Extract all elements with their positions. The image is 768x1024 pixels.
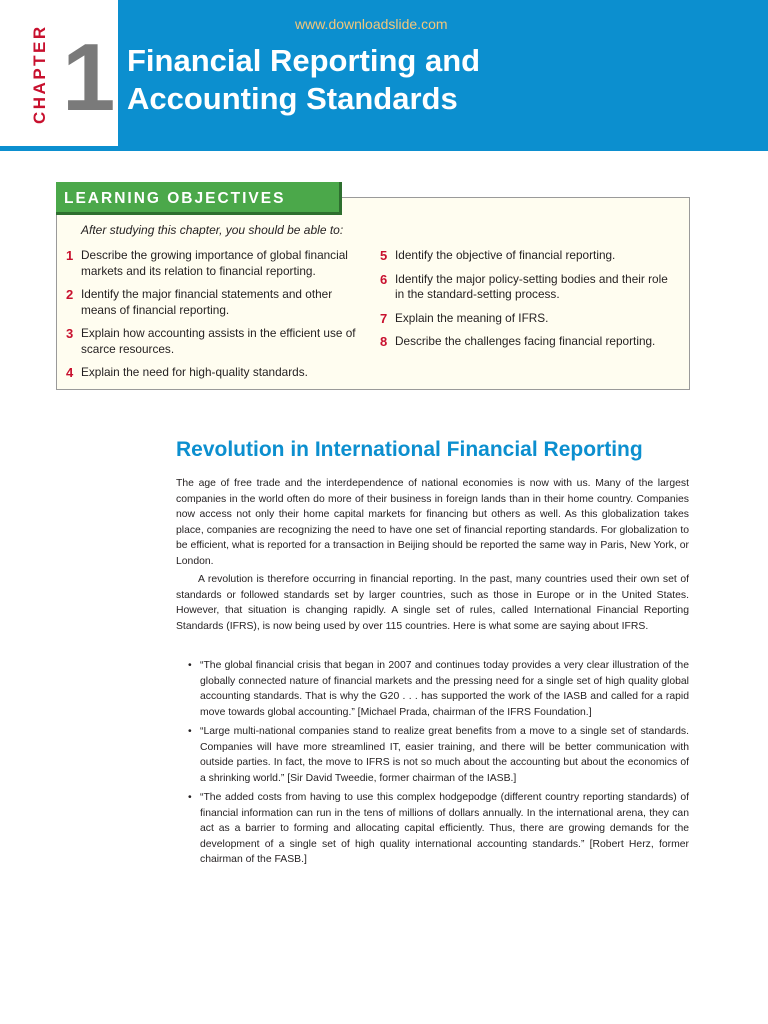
objective-item: [380, 334, 680, 350]
learning-objectives-label: LEARNING OBJECTIVES: [56, 182, 342, 215]
objective-number: 8: [380, 334, 388, 349]
body-paragraph-1: The age of free trade and the interdependence of national economies is now with us. Many of the largest companies in the world often do more of their business in foreign lands than in their home country. Companies now access not only their home capital markets for financing but others as well. As this globalization takes place, companies are recognizing the need to have one set of financial reporting standards. For globalization to be efficient, what is reported for a transaction in Beijing should be reported the same way in Paris, New York, or London.: [176, 478, 689, 567]
objective-text: Identify the objective of financial reporting.: [395, 248, 616, 262]
objectives-right-column: [380, 248, 680, 358]
objective-number: 1: [66, 248, 74, 263]
objective-text: Explain how accounting assists in the efficient use of scarce resources.: [81, 326, 356, 356]
objective-number: 5: [380, 248, 388, 263]
quote-item: [188, 790, 689, 868]
objectives-left-column: [66, 248, 366, 389]
objective-text: Identify the major financial statements and other means of financial reporting.: [81, 287, 333, 317]
objective-item: [66, 248, 366, 279]
quote-item: [188, 724, 689, 786]
quote-text: “Large multi-national companies stand to realize great benefits from a move to a single set of standards. Companies will have more streamlined IT, easier training, and there will be better communication with outside parties. In fact, the move to IFRS is not so much about the accounting but about the economics of a shrinking world.” [Sir David Tweedie, former chairman of the IASB.]: [200, 726, 689, 784]
objective-number: 3: [66, 326, 74, 341]
body-paragraph-2: A revolution is therefore occurring in financial reporting. In the past, many countries used their own set of standards or followed standards set by larger countries, such as those in Europe or in the United States. However, that situation is changing rapidly. A single set of rules, called International Financial Reporting Standards (IFRS), is now being used by over 115 countries. Here is what some are saying about IFRS.: [176, 574, 689, 632]
chapter-block: [0, 0, 118, 146]
objective-number: 2: [66, 287, 74, 302]
objective-item: [380, 248, 680, 264]
bullet-icon: •: [188, 660, 192, 671]
objective-item: [66, 326, 366, 357]
objective-item: [380, 311, 680, 327]
chapter-number: 1: [62, 24, 112, 131]
learning-objectives-intro: After studying this chapter, you should be able to:: [81, 223, 344, 237]
quote-text: “The added costs from having to use this complex hodgepodge (different country reporting standards) of financial information can run in the tens of millions of dollars annually. In the international arena, they can act as a barrier to forming and allocating capital efficiently. Thus, there are growing demands for the development of a single set of high quality international accounting standards.” [Robert Herz, former chairman of the FASB.]: [200, 792, 689, 865]
objective-number: 6: [380, 271, 388, 287]
watermark-text: www.downloadslide.com: [295, 16, 448, 32]
quote-item: [188, 658, 689, 720]
bullet-icon: •: [188, 792, 192, 803]
objective-number: 7: [380, 310, 388, 326]
objective-item: [380, 272, 680, 303]
chapter-title: [127, 42, 480, 118]
section-heading: Revolution in International Financial Reporting: [176, 438, 643, 461]
quote-list: [188, 658, 689, 872]
bullet-icon: •: [188, 726, 192, 737]
objective-text: Explain the meaning of IFRS.: [395, 310, 549, 325]
header-rule: [0, 146, 768, 151]
objective-text: Identify the major policy-setting bodies and their role in the standard-setting process.: [395, 271, 668, 301]
objective-item: [66, 287, 366, 318]
chapter-word: CHAPTER: [30, 24, 49, 124]
objective-item: [66, 365, 366, 381]
objective-number: 4: [66, 365, 74, 380]
objective-text: Explain the need for high-quality standards.: [81, 365, 308, 379]
quote-text: “The global financial crisis that began in 2007 and continues today provides a very clear illustration of the globally connected nature of financial markets and the pressing need for a single set of high quality global accounting standards. That is why the G20 . . . has supported the work of the IASB and called for a rapid move towards global accounting.” [Michael Prada, chairman of the IFRS Foundation.]: [200, 660, 689, 718]
chapter-title-line-1: Financial Reporting and: [127, 43, 481, 78]
objective-text: Describe the growing importance of global financial markets and its relation to financial reporting.: [81, 248, 348, 278]
chapter-title-line-2: Accounting Standards: [127, 81, 458, 116]
objective-text: Describe the challenges facing financial reporting.: [395, 334, 656, 348]
